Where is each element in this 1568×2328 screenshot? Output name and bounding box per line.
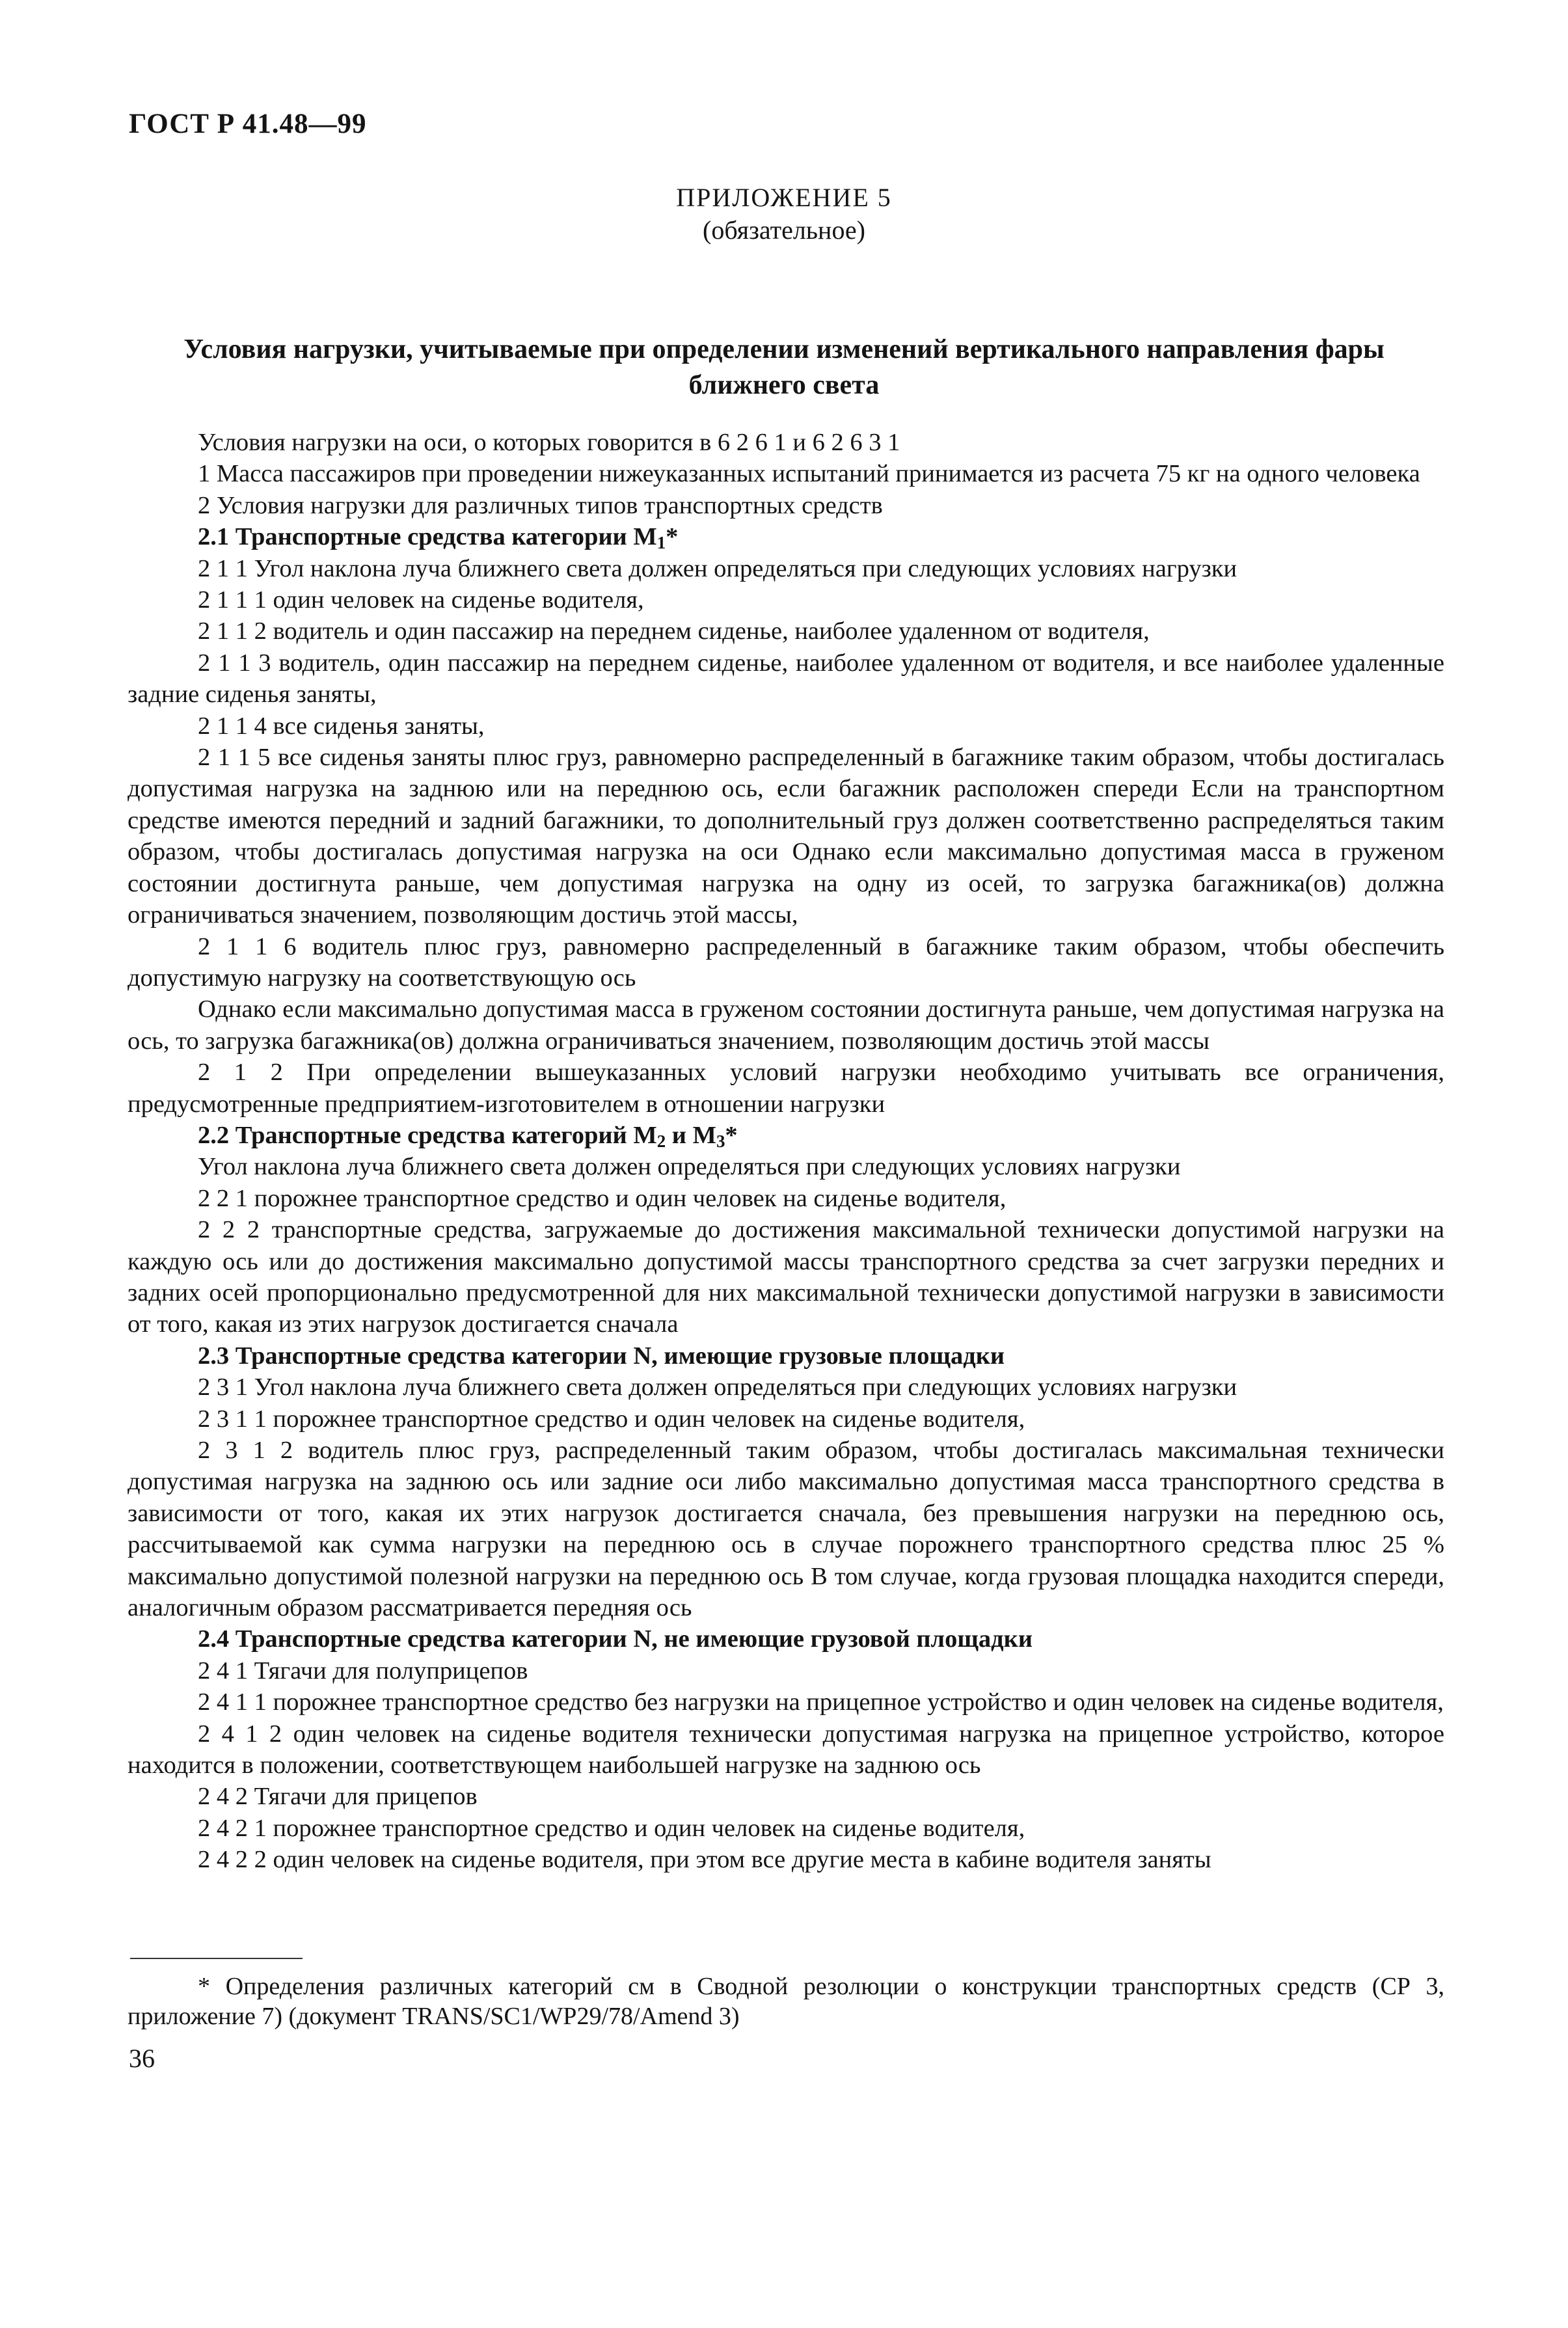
paragraph: 2 1 1 Угол наклона луча ближнего света должен определяться при следующих условиях нагрузки: [198, 554, 1237, 582]
paragraph: 2 1 1 5 все сиденья заняты плюс груз, равномерно распределенный в багажнике таким образом, чтобы достигалась допустимая нагрузка на заднюю или на переднюю ось, если багажник расположен спереди Если на транспортном средстве имеются передний и задний багажники, то дополнительный груз должен соответственно распределяться таким образом, чтобы достигалась допустимая нагрузка на оси Однако если максимально допустимая масса в груженом состоянии достигнута раньше, чем допустимая нагрузка на одну из осей, то загрузка багажника(ов) должна ограничиваться значением, позволяющим достичь этой массы,: [128, 744, 1444, 929]
paragraph: 2 3 1 2 водитель плюс груз, распределенный таким образом, чтобы достигалась максимальная технически допустимая нагрузка на заднюю ось или задние оси либо максимально допустимая масса транспортного средства в зависимости от того, какая их этих нагрузок достигается сначала, без превышения нагрузки на переднюю ось, рассчитываемой как сумма нагрузки на переднюю ось в случае порожнего транспортного средства плюс 25 % максимально допустимой полезной нагрузки на переднюю ось В том случае, когда грузовая площадка находится спереди, аналогичным образом рассматривается передняя ось: [128, 1437, 1444, 1622]
paragraph: Угол наклона луча ближнего света должен определяться при следующих условиях нагрузки: [198, 1153, 1181, 1181]
heading-subscript: 3: [716, 1131, 725, 1151]
page-number: 36: [129, 2044, 155, 2073]
paragraph: 2 3 1 1 порожнее транспортное средство и один человек на сиденье водителя,: [198, 1405, 1025, 1433]
paragraph: 1 Масса пассажиров при проведении нижеуказанных испытаний принимается из расчета 75 кг на одного человека: [198, 460, 1420, 488]
section-heading: [128, 1120, 1444, 1151]
heading-subscript: 1: [656, 533, 666, 553]
paragraph: 2 1 1 3 водитель, один пассажир на переднем сиденье, наиболее удаленном от водителя, и все наиболее удаленные задние сиденья заняты,: [128, 649, 1444, 709]
footnote: * Определения различных категорий см в Сводной резолюции о конструкции транспортных средств (СР 3, приложение 7) (документ TRANS/SC1/WP29/78/Amend 3): [128, 1973, 1444, 2030]
paragraph: 2 1 1 2 водитель и один пассажир на переднем сиденье, наиболее удаленном от водителя,: [198, 617, 1150, 645]
heading-text: 2.2 Транспортные средства категорий M: [198, 1121, 657, 1149]
paragraph: 2 1 1 1 один человек на сиденье водителя,: [198, 586, 644, 614]
paragraph: 2 3 1 Угол наклона луча ближнего света должен определяться при следующих условиях нагрузки: [198, 1374, 1237, 1401]
paragraph: 2 1 1 6 водитель плюс груз, равномерно распределенный в багажнике таким образом, чтобы обеспечить допустимую нагрузку на соответствующую ось: [128, 932, 1444, 992]
section-heading: [128, 521, 1444, 552]
paragraph: Условия нагрузки на оси, о которых говорится в 6 2 6 1 и 6 2 6 3 1: [198, 429, 900, 456]
section-heading: 2.4 Транспортные средства категории N, не имеющие грузовой площадки: [198, 1625, 1033, 1653]
heading-text: 2.1 Транспортные средства категории M: [198, 523, 657, 551]
paragraph: 2 Условия нагрузки для различных типов транспортных средств: [198, 491, 883, 519]
appendix-subtitle: (обязательное): [703, 215, 865, 245]
heading-footnote-mark: *: [666, 523, 679, 551]
paragraph: 2 4 1 2 один человек на сиденье водителя технически допустимая нагрузка на прицепное устройство, которое находится в положении, соответствующем наибольшей нагрузке на заднюю ось: [128, 1720, 1444, 1780]
paragraph: 2 4 1 Тягачи для полуприцепов: [198, 1657, 528, 1685]
paragraph: 2 4 2 Тягачи для прицепов: [198, 1783, 478, 1811]
paragraph: Однако если максимально допустимая масса в груженом состоянии достигнута раньше, чем допустимая нагрузка на ось, то загрузка багажника(ов) должна ограничиваться значением, позволяющим достичь этой массы: [128, 995, 1444, 1055]
standard-header: ГОСТ Р 41.48—99: [129, 109, 367, 139]
paragraph: 2 4 2 2 один человек на сиденье водителя, при этом все другие места в кабине водителя заняты: [198, 1846, 1211, 1874]
document-title: Условия нагрузки, учитываемые при определении изменений вертикального направления фары ближнего света: [183, 334, 1385, 400]
paragraph: 2 4 2 1 порожнее транспортное средство и один человек на сиденье водителя,: [198, 1814, 1025, 1842]
heading-text-mid: и M: [666, 1121, 716, 1149]
paragraph: 2 4 1 1 порожнее транспортное средство без нагрузки на прицепное устройство и один человек на сиденье водителя,: [198, 1688, 1444, 1716]
heading-footnote-mark: *: [725, 1121, 738, 1149]
paragraph: 2 2 2 транспортные средства, загружаемые до достижения максимальной технически допустимой нагрузки на каждую ось или до достижения максимально допустимой массы транспортного средства за счет загрузки передних и задних осей пропорционально предусмотренной для них максимальной технически допустимой нагрузки в зависимости от того, какая из этих нагрузок достигается сначала: [128, 1216, 1444, 1338]
appendix-title: ПРИЛОЖЕНИЕ 5: [676, 183, 892, 212]
paragraph: 2 1 1 4 все сиденья заняты,: [198, 712, 485, 740]
document-body: [128, 427, 1444, 1876]
footnote-divider: [130, 1958, 303, 1959]
heading-subscript: 2: [656, 1131, 666, 1151]
paragraph: 2 1 2 При определении вышеуказанных условий нагрузки необходимо учитывать все ограничения, предусмотренные предприятием-изготовителем в отношении нагрузки: [128, 1059, 1444, 1118]
paragraph: 2 2 1 порожнее транспортное средство и один человек на сиденье водителя,: [198, 1184, 1007, 1212]
section-heading: 2.3 Транспортные средства категории N, имеющие грузовые площадки: [198, 1342, 1005, 1370]
